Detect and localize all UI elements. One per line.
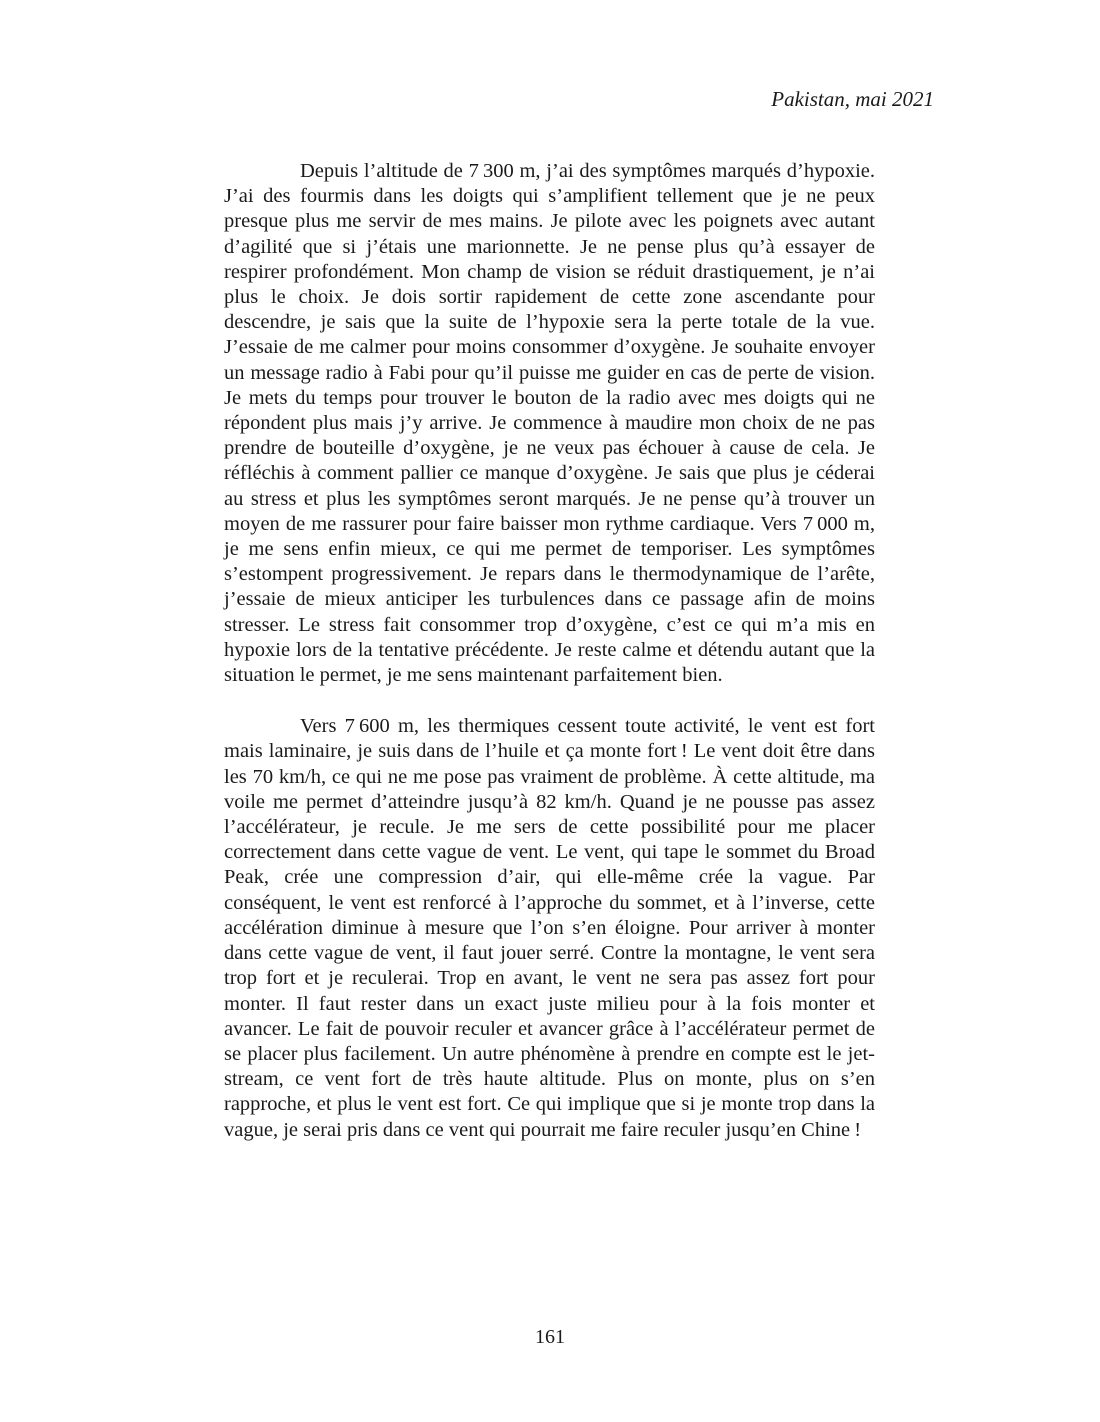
body-text: [224, 159, 875, 1143]
running-header: Pakistan, mai 2021: [771, 87, 934, 111]
page-number: 161: [535, 1326, 565, 1348]
paragraph-hypoxia: Depuis l’altitude de 7 300 m, j’ai des symptômes marqués d’hypoxie. J’ai des fourmis dans les doigts qui s’amplifient tellement que je ne peux presque plus me servir de mes mains. Je pilote avec les poignets avec autant d’agilité que si j’étais une marionnette. Je ne pense plus qu’à essayer de respirer profondément. Mon champ de vision se réduit drastiquement, je n’ai plus le choix. Je dois sortir rapidement de cette zone ascendante pour descendre, je sais que la suite de l’hypoxie sera la perte totale de la vue. J’essaie de me calmer pour moins consommer d’oxygène. Je souhaite envoyer un message radio à Fabi pour qu’il puisse me guider en cas de perte de vision. Je mets du temps pour trouver le bouton de la radio avec mes doigts qui ne répondent plus mais j’y arrive. Je commence à maudire mon choix de ne pas prendre de bouteille d’oxygène, je ne veux pas échouer à cause de cela. Je réfléchis à comment pallier ce manque d’oxygène. Je sais que plus je céderai au stress et plus les symptômes seront marqués. Je ne pense qu’à trouver un moyen de me rassurer pour faire baisser mon rythme cardiaque. Vers 7 000 m, je me sens enfin mieux, ce qui me permet de temporiser. Les symptômes s’estompent progressivement. Je repars dans le thermodynamique de l’arête, j’essaie de mieux anticiper les turbulences dans ce passage afin de moins stresser. Le stress fait consommer trop d’oxygène, c’est ce qui m’a mis en hypoxie lors de la tentative précédente. Je reste calme et détendu autant que la situation le permet, je me sens maintenant parfaitement bien.: [224, 160, 875, 687]
paragraph-wind-wave: Vers 7 600 m, les thermiques cessent toute activité, le vent est fort mais laminaire, je suis dans de l’huile et ça monte fort ! Le vent doit être dans les 70 km/h, ce qui ne me pose pas vraiment de problème. À cette altitude, ma voile me permet d’atteindre jusqu’à 82 km/h. Quand je ne pousse pas assez l’accélérateur, je recule. Je me sers de cette possibilité pour me placer correctement dans cette vague de vent. Le vent, qui tape le sommet du Broad Peak, crée une compression d’air, qui elle-même crée la vague. Par conséquent, le vent est renforcé à l’approche du sommet, et à l’inverse, cette accélération diminue à mesure que l’on s’en éloigne. Pour arriver à monter dans cette vague de vent, il faut jouer serré. Contre la montagne, le vent sera trop fort et je reculerai. Trop en avant, le vent ne sera pas assez fort pour monter. Il faut rester dans un exact juste milieu pour à la fois monter et avancer. Le fait de pouvoir reculer et avancer grâce à l’accélérateur permet de se placer plus facilement. Un autre phénomène à prendre en compte est le jet-stream, ce vent fort de très haute altitude. Plus on monte, plus on s’en rapproche, et plus le vent est fort. Ce qui implique que si je monte trop dans la vague, je serai pris dans ce vent qui pourrait me faire reculer jusqu’en Chine !: [224, 715, 875, 1141]
